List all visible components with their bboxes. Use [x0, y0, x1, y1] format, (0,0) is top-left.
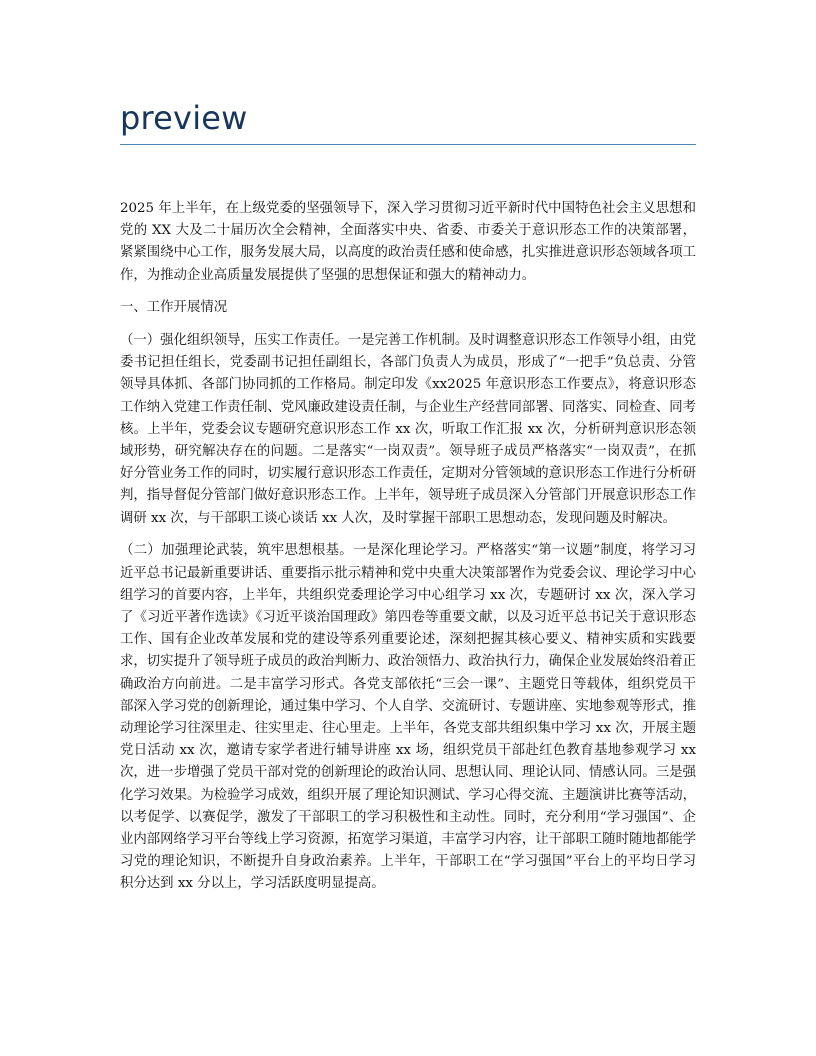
document-body: [120, 198, 696, 896]
body-paragraph: （一）强化组织领导，压实工作责任。一是完善工作机制。及时调整意识形态工作领导小组，由党委书记担任组长，党委副书记担任副组长，各部门负责人为成员，形成了“一把手”负总责、分管领导具体抓、各部门协同抓的工作格局。制定印发《xx2025 年意识形态工作要点》，将意识形态工作纳入党建工作责任制、党风廉政建设责任制，与企业生产经营同部署、同落实、同检查、同考核。上半年，党委会议专题研究意识形态工作 xx 次，听取工作汇报 xx 次，分析研判意识形态领域形势，研究解决存在的问题。二是落实“一岗双责”。领导班子成员严格落实“一岗双责”，在抓好分管业务工作的同时，切实履行意识形态工作责任，定期对分管领域的意识形态工作进行分析研判，指导督促分管部门做好意识形态工作。上半年，领导班子成员深入分管部门开展意识形态工作调研 xx 次，与干部职工谈心谈话 xx 人次，及时掌握干部职工思想动态，发现问题及时解决。: [120, 333, 696, 526]
title-divider: [120, 144, 696, 145]
document-title: preview: [120, 99, 248, 137]
intro-paragraph: 2025 年上半年，在上级党委的坚强领导下，深入学习贯彻习近平新时代中国特色社会主义思想和党的 XX 大及二十届历次全会精神，全面落实中央、省委、市委关于意识形态工作的决策部署，紧紧围绕中心工作，服务发展大局，以高度的政治责任感和使命感，扎实推进意识形态领域各项工作，为推动企业高质量发展提供了坚强的思想保证和强大的精神动力。: [120, 201, 696, 283]
section-heading: 一、工作开展情况: [120, 300, 228, 316]
body-paragraph: （二）加强理论武装，筑牢思想根基。一是深化理论学习。严格落实“第一议题”制度，将学习习近平总书记最新重要讲话、重要指示批示精神和党中央重大决策部署作为党委会议、理论学习中心组学习的首要内容，上半年，共组织党委理论学习中心组学习 xx 次，专题研讨 xx 次，深入学习了《习近平著作选读》《习近平谈治国理政》第四卷等重要文献，以及习近平总书记关于意识形态工作、国有企业改革发展和党的建设等系列重要论述，深刻把握其核心要义、精神实质和实践要求，切实提升了领导班子成员的政治判断力、政治领悟力、政治执行力，确保企业发展始终沿着正确政治方向前进。二是丰富学习形式。各党支部依托“三会一课”、主题党日等载体，组织党员干部深入学习党的创新理论，通过集中学习、个人自学、交流研讨、专题讲座、实地参观等形式，推动理论学习往深里走、往实里走、往心里走。上半年，各党支部共组织集中学习 xx 次，开展主题党日活动 xx 次，邀请专家学者进行辅导讲座 xx 场，组织党员干部赴红色教育基地参观学习 xx 次，进一步增强了党员干部对党的创新理论的政治认同、思想认同、理论认同、情感认同。三是强化学习效果。为检验学习成效，组织开展了理论知识测试、学习心得交流、主题演讲比赛等活动，以考促学、以赛促学，激发了干部职工的学习积极性和主动性。同时，充分利用“学习强国”、企业内部网络学习平台等线上学习资源，拓宽学习渠道，丰富学习内容，让干部职工随时随地都能学习党的理论知识，不断提升自身政治素养。上半年，干部职工在“学习强国”平台上的平均日学习积分达到 xx 分以上，学习活跃度明显提高。: [120, 543, 696, 892]
document-page: [120, 0, 696, 906]
